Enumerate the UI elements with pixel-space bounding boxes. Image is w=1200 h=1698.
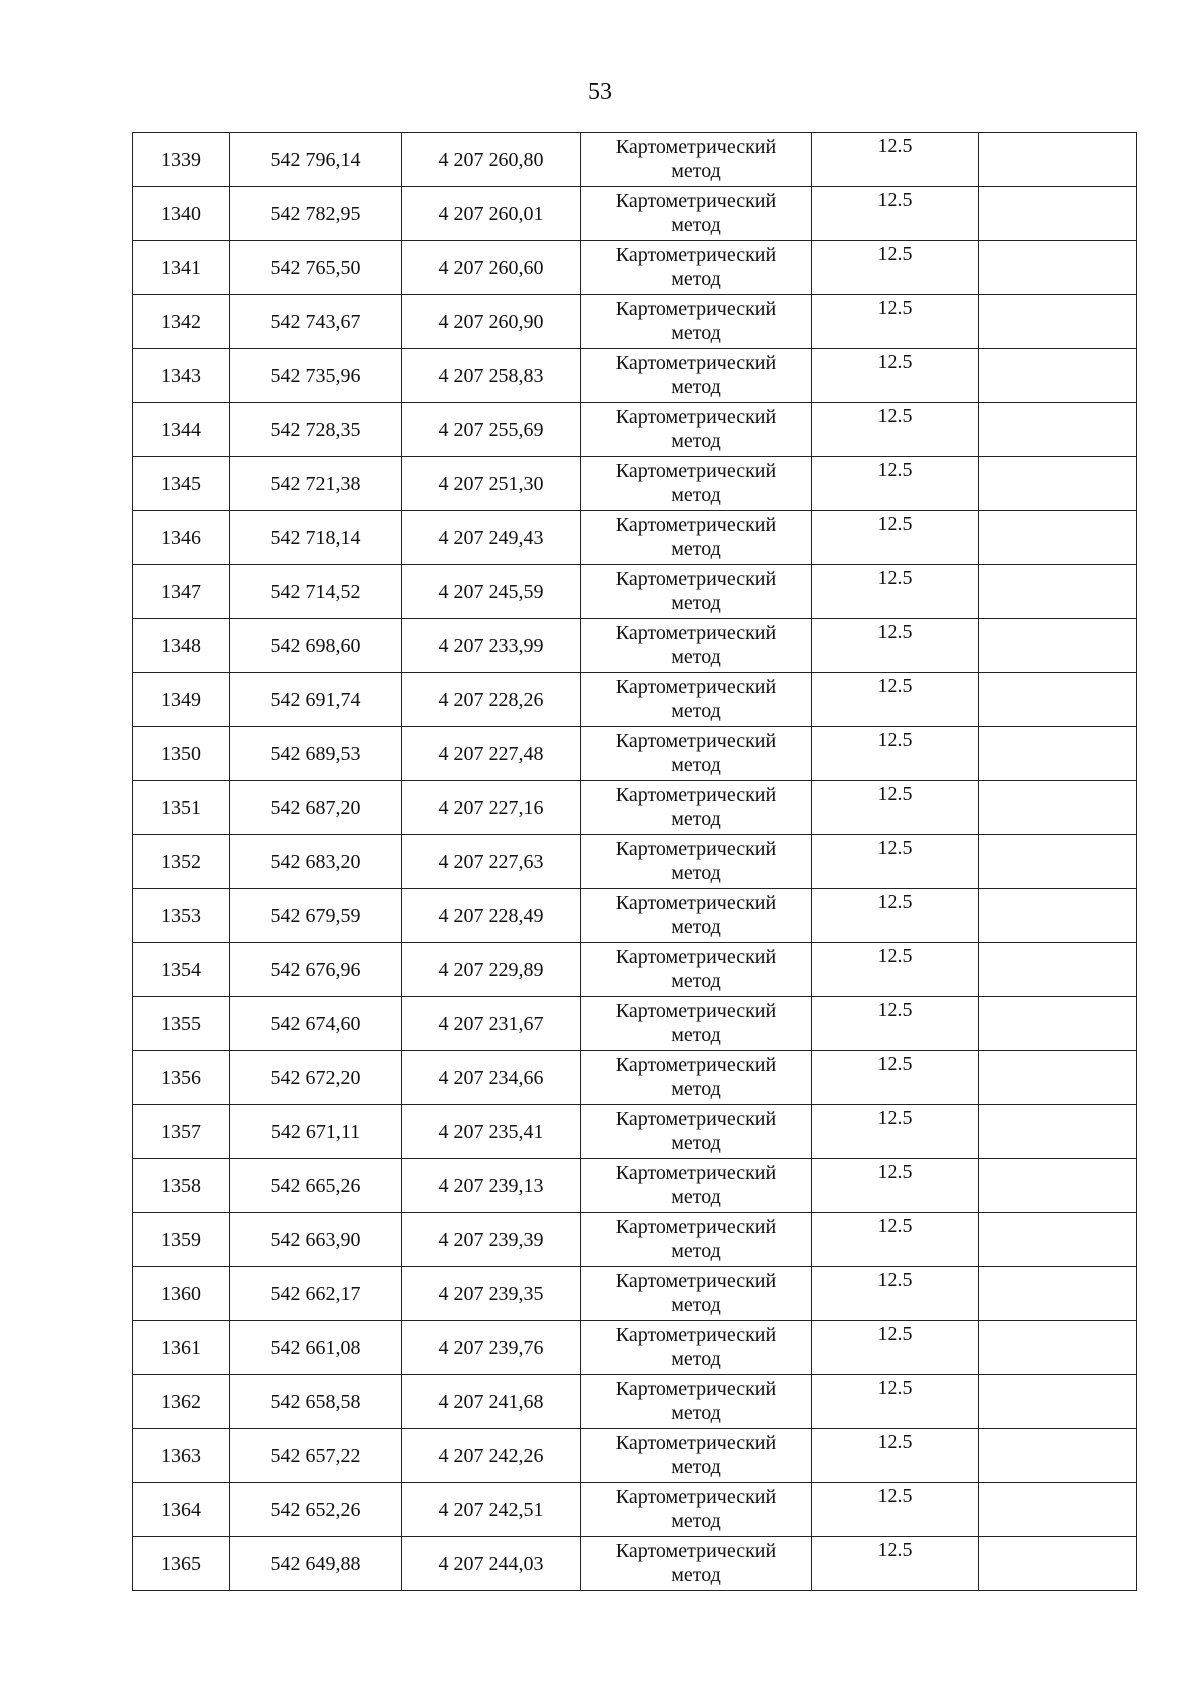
method-cell [581,349,812,403]
accuracy-cell: 12.5 [812,241,979,295]
x-coordinate-cell: 542 782,95 [230,187,402,241]
y-coordinate-cell: 4 207 241,68 [402,1375,581,1429]
empty-cell [979,781,1137,835]
point-number-cell: 1342 [133,295,230,349]
point-number-cell: 1339 [133,133,230,187]
method-line-2: метод [671,700,721,722]
empty-cell [979,889,1137,943]
x-coordinate-cell: 542 718,14 [230,511,402,565]
table-row [133,187,1137,241]
accuracy-cell: 12.5 [812,1159,979,1213]
x-coordinate-cell: 542 735,96 [230,349,402,403]
y-coordinate-cell: 4 207 242,26 [402,1429,581,1483]
accuracy-cell: 12.5 [812,1537,979,1591]
accuracy-cell: 12.5 [812,511,979,565]
empty-cell [979,1429,1137,1483]
y-coordinate-cell: 4 207 260,60 [402,241,581,295]
method-cell [581,511,812,565]
point-number-cell: 1357 [133,1105,230,1159]
empty-cell [979,457,1137,511]
method-cell [581,295,812,349]
method-cell [581,565,812,619]
empty-cell [979,997,1137,1051]
method-cell [581,1213,812,1267]
table-row [133,457,1137,511]
method-line-2: метод [671,160,721,182]
method-line-1: Картометрический [615,784,777,806]
point-number-cell: 1358 [133,1159,230,1213]
method-line-2: метод [671,1294,721,1316]
table-row [133,1537,1137,1591]
empty-cell [979,1105,1137,1159]
x-coordinate-cell: 542 676,96 [230,943,402,997]
accuracy-cell: 12.5 [812,1375,979,1429]
empty-cell [979,619,1137,673]
table-row [133,1483,1137,1537]
method-line-1: Картометрический [615,838,777,860]
method-line-2: метод [671,862,721,884]
method-line-2: метод [671,970,721,992]
method-line-1: Картометрический [615,1108,777,1130]
empty-cell [979,673,1137,727]
y-coordinate-cell: 4 207 239,76 [402,1321,581,1375]
method-line-1: Картометрический [615,622,777,644]
method-line-1: Картометрический [615,568,777,590]
method-cell [581,1483,812,1537]
method-cell [581,997,812,1051]
table-row [133,1105,1137,1159]
method-cell [581,1267,812,1321]
y-coordinate-cell: 4 207 249,43 [402,511,581,565]
accuracy-cell: 12.5 [812,835,979,889]
method-line-1: Картометрический [615,1432,777,1454]
point-number-cell: 1356 [133,1051,230,1105]
table-row [133,349,1137,403]
accuracy-cell: 12.5 [812,1051,979,1105]
method-line-1: Картометрический [615,1270,777,1292]
table-row [133,1159,1137,1213]
method-line-1: Картометрический [615,946,777,968]
method-cell [581,1105,812,1159]
method-line-1: Картометрический [615,676,777,698]
accuracy-cell: 12.5 [812,997,979,1051]
method-line-2: метод [671,268,721,290]
x-coordinate-cell: 542 661,08 [230,1321,402,1375]
accuracy-cell: 12.5 [812,349,979,403]
accuracy-cell: 12.5 [812,187,979,241]
empty-cell [979,1483,1137,1537]
empty-cell [979,1159,1137,1213]
point-number-cell: 1363 [133,1429,230,1483]
x-coordinate-cell: 542 796,14 [230,133,402,187]
x-coordinate-cell: 542 652,26 [230,1483,402,1537]
y-coordinate-cell: 4 207 239,39 [402,1213,581,1267]
accuracy-cell: 12.5 [812,1483,979,1537]
empty-cell [979,349,1137,403]
point-number-cell: 1351 [133,781,230,835]
x-coordinate-cell: 542 662,17 [230,1267,402,1321]
method-line-1: Картометрический [615,1540,777,1562]
x-coordinate-cell: 542 721,38 [230,457,402,511]
method-line-2: метод [671,1348,721,1370]
empty-cell [979,835,1137,889]
empty-cell [979,1213,1137,1267]
accuracy-cell: 12.5 [812,1267,979,1321]
method-line-2: метод [671,322,721,344]
empty-cell [979,511,1137,565]
point-number-cell: 1346 [133,511,230,565]
method-line-2: метод [671,1510,721,1532]
point-number-cell: 1362 [133,1375,230,1429]
point-number-cell: 1348 [133,619,230,673]
method-cell [581,673,812,727]
y-coordinate-cell: 4 207 235,41 [402,1105,581,1159]
point-number-cell: 1355 [133,997,230,1051]
y-coordinate-cell: 4 207 227,48 [402,727,581,781]
accuracy-cell: 12.5 [812,727,979,781]
method-cell [581,187,812,241]
table-row [133,889,1137,943]
table-row [133,943,1137,997]
method-line-2: метод [671,754,721,776]
table-row [133,403,1137,457]
point-number-cell: 1352 [133,835,230,889]
method-line-2: метод [671,1402,721,1424]
method-cell [581,133,812,187]
y-coordinate-cell: 4 207 260,90 [402,295,581,349]
accuracy-cell: 12.5 [812,673,979,727]
empty-cell [979,1375,1137,1429]
method-line-1: Картометрический [615,1324,777,1346]
point-number-cell: 1345 [133,457,230,511]
method-cell [581,1321,812,1375]
method-cell [581,1537,812,1591]
y-coordinate-cell: 4 207 260,01 [402,187,581,241]
method-line-2: метод [671,1564,721,1586]
empty-cell [979,565,1137,619]
y-coordinate-cell: 4 207 229,89 [402,943,581,997]
accuracy-cell: 12.5 [812,619,979,673]
method-cell [581,403,812,457]
y-coordinate-cell: 4 207 245,59 [402,565,581,619]
point-number-cell: 1350 [133,727,230,781]
table-row [133,835,1137,889]
table-row [133,1429,1137,1483]
point-number-cell: 1360 [133,1267,230,1321]
method-cell [581,781,812,835]
y-coordinate-cell: 4 207 255,69 [402,403,581,457]
point-number-cell: 1353 [133,889,230,943]
x-coordinate-cell: 542 714,52 [230,565,402,619]
point-number-cell: 1343 [133,349,230,403]
y-coordinate-cell: 4 207 239,35 [402,1267,581,1321]
x-coordinate-cell: 542 679,59 [230,889,402,943]
x-coordinate-cell: 542 671,11 [230,1105,402,1159]
table-row [133,997,1137,1051]
accuracy-cell: 12.5 [812,1321,979,1375]
empty-cell [979,187,1137,241]
table-row [133,241,1137,295]
empty-cell [979,1267,1137,1321]
x-coordinate-cell: 542 691,74 [230,673,402,727]
x-coordinate-cell: 542 687,20 [230,781,402,835]
table-row [133,1267,1137,1321]
method-cell [581,1051,812,1105]
y-coordinate-cell: 4 207 239,13 [402,1159,581,1213]
y-coordinate-cell: 4 207 258,83 [402,349,581,403]
method-cell [581,835,812,889]
method-line-2: метод [671,214,721,236]
accuracy-cell: 12.5 [812,457,979,511]
method-line-1: Картометрический [615,1378,777,1400]
method-line-1: Картометрический [615,1216,777,1238]
method-line-2: метод [671,1024,721,1046]
point-number-cell: 1344 [133,403,230,457]
y-coordinate-cell: 4 207 228,26 [402,673,581,727]
method-line-1: Картометрический [615,1054,777,1076]
x-coordinate-cell: 542 765,50 [230,241,402,295]
x-coordinate-cell: 542 743,67 [230,295,402,349]
y-coordinate-cell: 4 207 233,99 [402,619,581,673]
accuracy-cell: 12.5 [812,565,979,619]
x-coordinate-cell: 542 689,53 [230,727,402,781]
y-coordinate-cell: 4 207 231,67 [402,997,581,1051]
y-coordinate-cell: 4 207 260,80 [402,133,581,187]
x-coordinate-cell: 542 674,60 [230,997,402,1051]
point-number-cell: 1364 [133,1483,230,1537]
point-number-cell: 1340 [133,187,230,241]
method-line-2: метод [671,1456,721,1478]
method-line-2: метод [671,376,721,398]
point-number-cell: 1347 [133,565,230,619]
method-line-2: метод [671,1240,721,1262]
accuracy-cell: 12.5 [812,403,979,457]
method-line-1: Картометрический [615,352,777,374]
y-coordinate-cell: 4 207 227,16 [402,781,581,835]
method-cell [581,457,812,511]
method-cell [581,241,812,295]
accuracy-cell: 12.5 [812,295,979,349]
point-number-cell: 1341 [133,241,230,295]
empty-cell [979,943,1137,997]
table-row [133,1213,1137,1267]
method-line-1: Картометрический [615,244,777,266]
x-coordinate-cell: 542 657,22 [230,1429,402,1483]
method-line-2: метод [671,484,721,506]
empty-cell [979,403,1137,457]
table-row [133,781,1137,835]
accuracy-cell: 12.5 [812,781,979,835]
empty-cell [979,241,1137,295]
table-row [133,1321,1137,1375]
table-row [133,133,1137,187]
method-line-2: метод [671,1186,721,1208]
point-number-cell: 1354 [133,943,230,997]
method-line-1: Картометрический [615,298,777,320]
table-row [133,511,1137,565]
point-number-cell: 1361 [133,1321,230,1375]
accuracy-cell: 12.5 [812,133,979,187]
accuracy-cell: 12.5 [812,1105,979,1159]
method-line-1: Картометрический [615,1000,777,1022]
method-cell [581,1375,812,1429]
method-line-1: Картометрический [615,406,777,428]
method-line-2: метод [671,1132,721,1154]
table-row [133,727,1137,781]
method-line-2: метод [671,538,721,560]
accuracy-cell: 12.5 [812,1429,979,1483]
table-row [133,565,1137,619]
method-line-2: метод [671,646,721,668]
method-cell [581,943,812,997]
x-coordinate-cell: 542 658,58 [230,1375,402,1429]
y-coordinate-cell: 4 207 242,51 [402,1483,581,1537]
page-number: 53 [588,79,612,105]
method-cell [581,1159,812,1213]
y-coordinate-cell: 4 207 244,03 [402,1537,581,1591]
x-coordinate-cell: 542 683,20 [230,835,402,889]
y-coordinate-cell: 4 207 227,63 [402,835,581,889]
y-coordinate-cell: 4 207 234,66 [402,1051,581,1105]
table-row [133,1375,1137,1429]
method-line-1: Картометрический [615,1162,777,1184]
method-line-2: метод [671,808,721,830]
point-number-cell: 1349 [133,673,230,727]
method-line-1: Картометрический [615,730,777,752]
method-line-1: Картометрический [615,514,777,536]
table-row [133,295,1137,349]
empty-cell [979,295,1137,349]
method-line-1: Картометрический [615,460,777,482]
accuracy-cell: 12.5 [812,1213,979,1267]
table-body [133,133,1137,1591]
coordinates-table [132,132,1137,1591]
method-cell [581,619,812,673]
method-line-2: метод [671,916,721,938]
x-coordinate-cell: 542 698,60 [230,619,402,673]
y-coordinate-cell: 4 207 251,30 [402,457,581,511]
empty-cell [979,1051,1137,1105]
x-coordinate-cell: 542 663,90 [230,1213,402,1267]
table-row [133,619,1137,673]
method-line-1: Картометрический [615,1486,777,1508]
table-row [133,1051,1137,1105]
accuracy-cell: 12.5 [812,943,979,997]
method-cell [581,889,812,943]
method-line-2: метод [671,1078,721,1100]
x-coordinate-cell: 542 728,35 [230,403,402,457]
table-row [133,673,1137,727]
method-line-1: Картометрический [615,136,777,158]
method-line-2: метод [671,430,721,452]
method-line-1: Картометрический [615,892,777,914]
method-line-1: Картометрический [615,190,777,212]
x-coordinate-cell: 542 649,88 [230,1537,402,1591]
point-number-cell: 1359 [133,1213,230,1267]
empty-cell [979,133,1137,187]
x-coordinate-cell: 542 665,26 [230,1159,402,1213]
method-cell [581,1429,812,1483]
y-coordinate-cell: 4 207 228,49 [402,889,581,943]
empty-cell [979,727,1137,781]
empty-cell [979,1321,1137,1375]
accuracy-cell: 12.5 [812,889,979,943]
method-line-2: метод [671,592,721,614]
x-coordinate-cell: 542 672,20 [230,1051,402,1105]
empty-cell [979,1537,1137,1591]
point-number-cell: 1365 [133,1537,230,1591]
method-cell [581,727,812,781]
